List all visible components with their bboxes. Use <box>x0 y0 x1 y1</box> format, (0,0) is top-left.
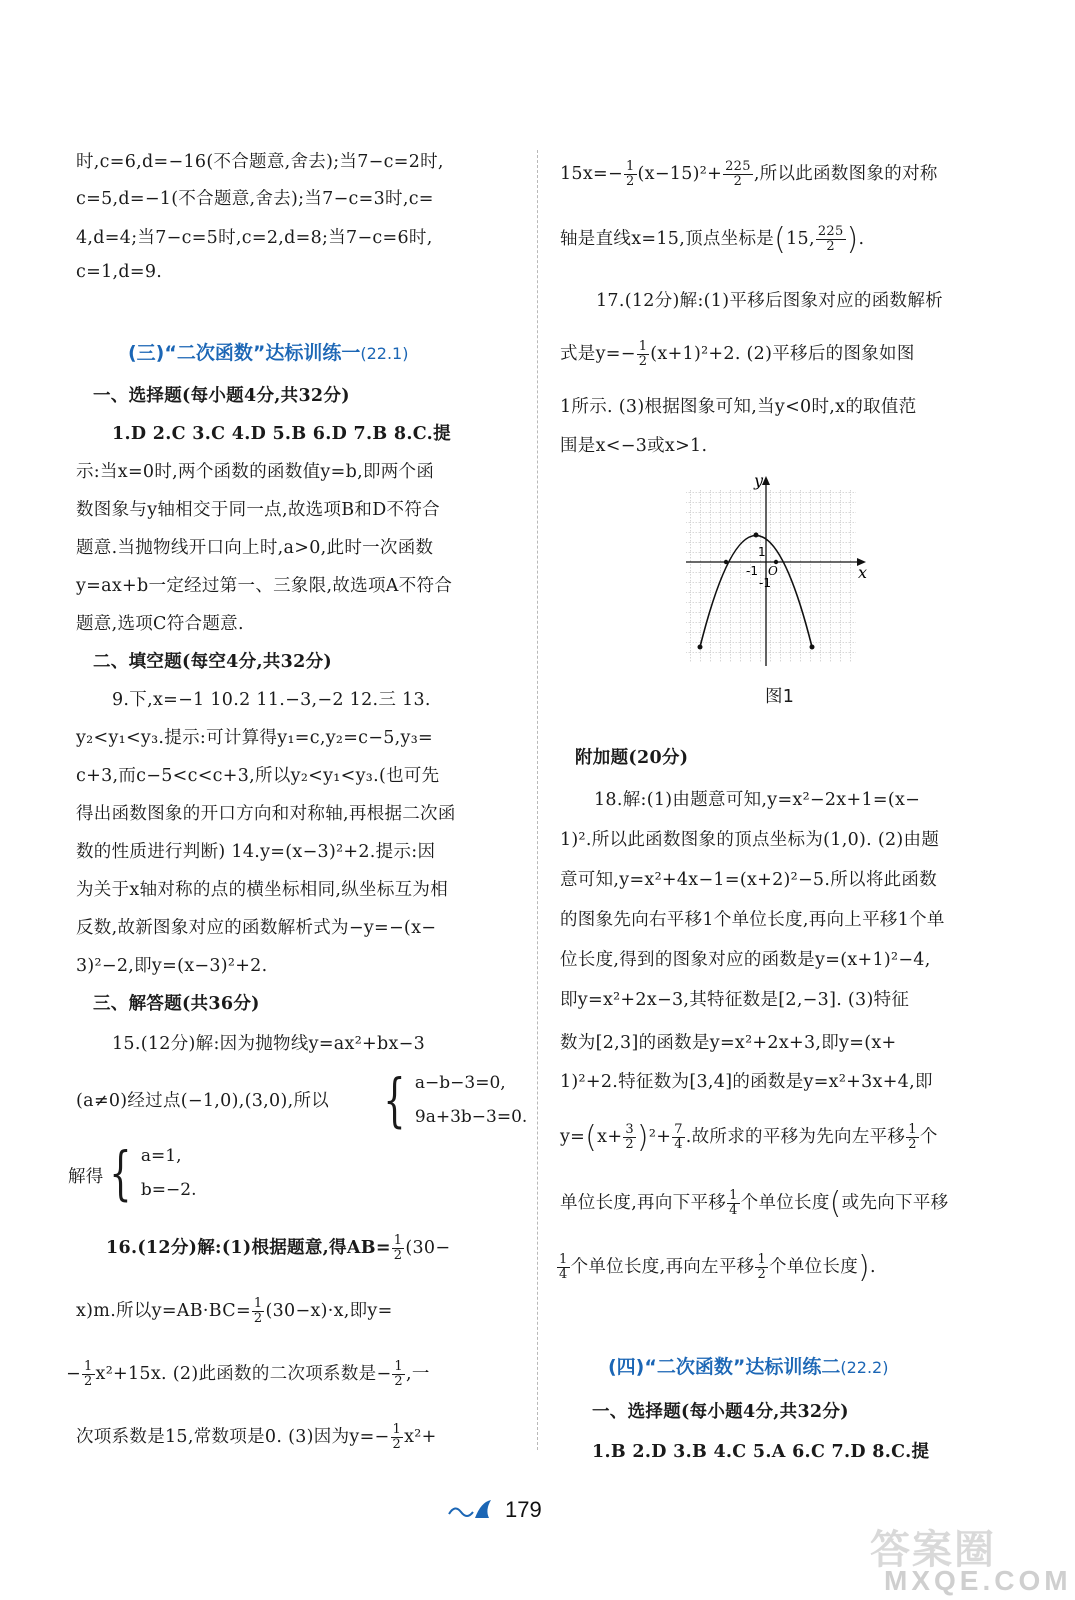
column-divider <box>537 150 538 1450</box>
section-title-text: (三)“二次函数”达标训练一 <box>128 342 361 364</box>
brace-icon: { <box>109 1139 132 1207</box>
text-line: 即y=x²+2x−3,其特征数是[2,−3]. (3)特征 <box>560 990 910 1010</box>
fraction: $\frac{1}{2}$ <box>392 1422 402 1452</box>
fraction: $\frac{1}{2}$ <box>908 1122 917 1152</box>
solve-header: 三、解答题(共36分) <box>93 994 260 1014</box>
fraction: $\frac{1}{2}$ <box>625 159 635 189</box>
text-line: 为关于x轴对称的点的横坐标相同,纵坐标互为相 <box>76 880 449 900</box>
text-line: 次项系数是15,常数项是0. (3)因为y=− $\frac{1}{2}$ x²+ <box>76 1422 437 1452</box>
axis-label-y: y <box>754 472 764 490</box>
text-line: 时,c=6,d=−16(不合题意,舍去);当7−c=2时, <box>76 152 444 172</box>
text-line: 单位长度,再向下平移 $\frac{1}{4}$ 个单位长度(或先向下平移 <box>560 1186 949 1221</box>
fraction: $\frac{3}{2}$ <box>625 1122 634 1152</box>
text-line: 1.B 2.D 3.B 4.C 5.A 6.C 7.D 8.C.提 <box>592 1442 930 1462</box>
axis-label-x: x <box>858 563 868 582</box>
text-line: 15.(12分)解:因为抛物线y=ax²+bx−3 <box>112 1034 426 1054</box>
text-line: 位长度,得到的图象对应的函数是y=(x+1)²−4, <box>560 950 931 970</box>
figure-caption: 图1 <box>765 687 795 707</box>
text-line: 17.(12分)解:(1)平移后图象对应的函数解析 <box>596 291 943 311</box>
text-line: y=(x+ $\frac{3}{2}$ )²+ $\frac{7}{4}$ .故所求的平移为先向左平移 $\frac{1}{2}$ 个 <box>560 1120 938 1155</box>
origin-label: O <box>768 564 778 578</box>
fraction: $\frac{1}{2}$ <box>253 1296 263 1326</box>
curve-point <box>724 560 728 564</box>
curve-point <box>754 533 759 538</box>
text-line: $\frac{1}{4}$ 个单位长度,再向左平移 $\frac{1}{2}$ 个单位长度). <box>559 1250 876 1285</box>
brace-icon: { <box>383 1066 406 1134</box>
section-title-sub: (22.2) <box>840 1358 889 1377</box>
fraction: $\frac{1}{2}$ <box>757 1252 767 1282</box>
curve-point <box>698 645 703 650</box>
text-line: 反数,故新图象对应的函数解析式为−y=−(x− <box>76 918 437 938</box>
tick-label: -1 <box>759 576 771 590</box>
parabola-graph <box>680 472 875 667</box>
equation-system-1 <box>376 1066 527 1134</box>
watermark-url: MXQE.COM <box>884 1565 1072 1596</box>
text-line: c=1,d=9. <box>76 262 163 282</box>
fraction: $\frac{7}{4}$ <box>674 1122 683 1152</box>
text-line: 题意,选项C符合题意. <box>76 614 244 634</box>
text-line: 16.(12分)解:(1)根据题意,得AB= $\frac{1}{2}$ (30− <box>106 1233 451 1263</box>
section-title-3 <box>128 338 408 365</box>
text-line: 意可知,y=x²+4x−1=(x+2)²−5.所以将此函数 <box>560 870 938 890</box>
text-line: 解得 <box>68 1167 104 1187</box>
text-line: y₂<y₁<y₃.提示:可计算得y₁=c,y₂=c−5,y₃= <box>76 728 434 748</box>
equation-row: a−b−3=0, <box>414 1073 506 1093</box>
y-axis-arrow-icon <box>762 476 770 485</box>
text-line: 的图象先向右平移1个单位长度,再向上平移1个单 <box>560 910 945 930</box>
text-line: 数为[2,3]的函数是y=x²+2x+3,即y=(x+ <box>560 1033 897 1053</box>
fraction: $\frac{1}{2}$ <box>394 1359 403 1389</box>
text-line: 1.D 2.C 3.C 4.D 5.B 6.D 7.B 8.C.提 <box>112 424 451 444</box>
wave-decoration-icon <box>445 1496 497 1526</box>
text-line: 18.解:(1)由题意可知,y=x²−2x+1=(x− <box>594 790 921 810</box>
section-title-text: (四)“二次函数”达标训练二 <box>608 1356 841 1378</box>
text-line: 示:当x=0时,两个函数的函数值y=b,即两个函 <box>76 462 435 482</box>
text-line: x)m.所以y=AB·BC= $\frac{1}{2}$ (30−x)·x,即y= <box>76 1296 393 1326</box>
watermark-logo: 答案圈 <box>870 1528 996 1572</box>
bonus-header: 附加题(20分) <box>575 748 689 768</box>
equation-row: b=−2. <box>140 1180 197 1200</box>
fraction: $\frac{225}{2}$ <box>817 224 844 254</box>
page-number: 179 <box>505 1497 542 1522</box>
text-line: − $\frac{1}{2}$ x²+15x. (2)此函数的二次项系数是− $\frac{1}{2}$ ,一 <box>66 1359 430 1389</box>
curve-point <box>810 645 815 650</box>
section-title-sub: (22.1) <box>360 344 409 363</box>
text-line: c+3,而c−5<c<c+3,所以y₂<y₁<y₃.(也可先 <box>76 766 440 786</box>
fraction: $\frac{225}{2}$ <box>725 159 751 189</box>
choice-header: 一、选择题(每小题4分,共32分) <box>592 1402 849 1422</box>
equation-row: 9a+3b−3=0. <box>414 1107 528 1127</box>
text-line: c=5,d=−1(不合题意,舍去);当7−c=3时,c= <box>76 189 434 209</box>
text-line: 3)²−2,即y=(x−3)²+2. <box>76 956 268 976</box>
fill-header: 二、填空题(每空4分,共32分) <box>93 652 332 672</box>
text-line: 式是y=− $\frac{1}{2}$ (x+1)²+2. (2)平移后的图象如图 <box>560 339 915 369</box>
equation-system-2 <box>102 1139 197 1207</box>
text-line: 4,d=4;当7−c=5时,c=2,d=8;当7−c=6时, <box>76 228 433 248</box>
fraction: $\frac{1}{4}$ <box>559 1252 568 1282</box>
fraction: $\frac{1}{2}$ <box>393 1233 403 1263</box>
text-line: 轴是直线x=15,顶点坐标是(15, $\frac{225}{2}$ ). <box>560 222 865 257</box>
tick-label: -1 <box>746 564 758 578</box>
text-line: 1)²+2.特征数为[3,4]的函数是y=x²+3x+4,即 <box>560 1072 933 1092</box>
tick-label: 1 <box>758 545 766 559</box>
text-line: 围是x<−3或x>1. <box>560 436 708 456</box>
fraction: $\frac{1}{2}$ <box>83 1359 93 1389</box>
text-line: 1)².所以此函数图象的顶点坐标为(1,0). (2)由题 <box>560 830 940 850</box>
choice-header: 一、选择题(每小题4分,共32分) <box>93 386 350 406</box>
text-line: 9.下,x=−1 10.2 11.−3,−2 12.三 13. <box>112 690 431 710</box>
text-line: 1所示. (3)根据图象可知,当y<0时,x的取值范 <box>560 397 917 417</box>
fraction: $\frac{1}{2}$ <box>638 339 648 369</box>
equation-row: a=1, <box>140 1146 182 1166</box>
section-title-4 <box>608 1352 888 1379</box>
text-line: (a≠0)经过点(−1,0),(3,0),所以 <box>76 1091 330 1111</box>
fraction: $\frac{1}{4}$ <box>729 1188 738 1218</box>
text-line: 得出函数图象的开口方向和对称轴,再根据二次函 <box>76 804 456 824</box>
text-line: 数图象与y轴相交于同一点,故选项B和D不符合 <box>76 500 440 520</box>
text-line: 15x=− $\frac{1}{2}$ (x−15)²+ $\frac{225}{2}$ ,所以此函数图象的对称 <box>560 159 938 189</box>
text-line: y=ax+b一定经过第一、三象限,故选项A不符合 <box>76 576 453 596</box>
text-line: 题意.当抛物线开口向上时,a>0,此时一次函数 <box>76 538 434 558</box>
text-line: 数的性质进行判断) 14.y=(x−3)²+2.提示:因 <box>76 842 436 862</box>
